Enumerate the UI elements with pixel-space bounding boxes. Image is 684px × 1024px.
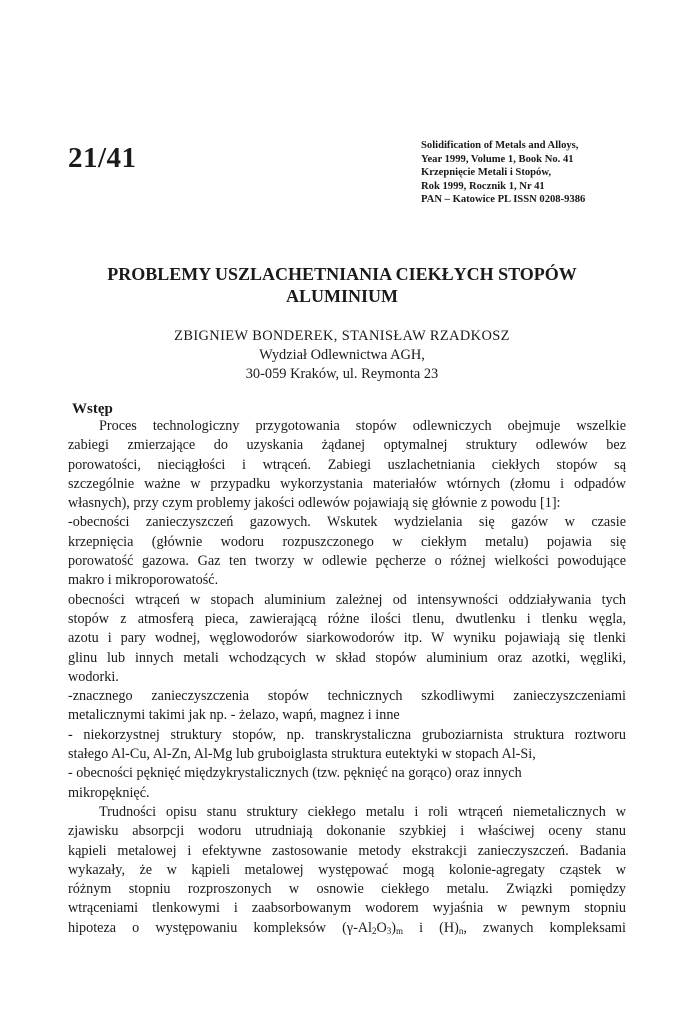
body-line: metalicznymi takimi jak np. - żelazo, wapń, magnez i inne xyxy=(68,707,400,724)
body-line: szczególnie ważne w przypadku wykorzystania materiałów wtórnych (złomu i odpadów xyxy=(68,475,626,492)
formula-text: , zwanych kompleksami xyxy=(463,919,626,936)
body-line: -znacznego zanieczyszczenia stopów technicznych szkodliwymi zanieczyszczeniami xyxy=(68,688,626,705)
formula-subscript: 2 xyxy=(371,925,377,936)
body-line: azotu i pary wodnej, węglowodorów siarkowodorów itp. W wyniku pojawiają się tlenki xyxy=(68,630,626,647)
formula-subscript: m xyxy=(395,925,403,936)
body-line: -obecności zanieczyszczeń gazowych. Wskutek wydzielania się gazów w czasie xyxy=(68,514,626,531)
body-line: mikropęknięć. xyxy=(68,784,150,801)
formula-subscript: 3 xyxy=(386,925,392,936)
body-line: wtrąceniami tlenkowymi i zaabsorbowanym wodorem wyjaśnia w pewnym stopniu xyxy=(68,900,626,917)
section-body xyxy=(68,417,626,938)
body-line: Trudności opisu stanu struktury ciekłego metalu i roli wtrąceń niemetalicznych w xyxy=(99,803,626,820)
body-line: - niekorzystnej struktury stopów, np. transkrystaliczna gruboziarnista struktura roztworu xyxy=(68,726,626,743)
body-line: porowatość gazowa. Gaz ten tworzy w odlewie pęcherze o różnej wielkości powodujące xyxy=(68,553,626,570)
author-affiliation: Wydział Odlewnictwa AGH, xyxy=(259,347,425,363)
body-line: makro i mikroporowatość. xyxy=(68,572,219,589)
formula-text: i (H) xyxy=(402,919,459,936)
body-line-last xyxy=(68,919,626,938)
author-names: ZBIGNIEW BONDEREK, STANISŁAW RZADKOSZ xyxy=(174,328,510,344)
formula-text: O xyxy=(376,919,387,936)
body-line: Proces technologiczny przygotowania stopów odlewniczych obejmuje wszelkie xyxy=(99,418,626,434)
title-line: ALUMINIUM xyxy=(286,286,398,306)
author-address: 30-059 Kraków, ul. Reymonta 23 xyxy=(245,366,439,382)
body-line: wykazały, że w kąpieli metalowej występować mogą kolonie-agregaty cząstek w xyxy=(68,861,626,878)
journal-line: PAN – Katowice PL ISSN 0208-9386 xyxy=(421,194,586,206)
formula-text: ) xyxy=(391,919,396,936)
paper-title xyxy=(60,263,624,307)
body-line: obecności wtrąceń w stopach aluminium zależnej od intensywności oddziaływania tych xyxy=(68,591,626,608)
body-line: różnym stopniu rozproszonych w osnowie ciekłego metalu. Związki pomiędzy xyxy=(68,881,626,898)
author-block xyxy=(60,327,624,384)
body-line: porowatości, nieciągłości i wtrąceń. Zabiegi uszlachetniania ciekłych stopów są xyxy=(68,456,626,473)
journal-line: Solidification of Metals and Alloys, xyxy=(421,140,579,151)
journal-line: Krzepnięcie Metali i Stopów, xyxy=(421,167,552,179)
body-line: glinu lub innych metali wchodzących w skład stopów aluminium oraz azotki, węgliki, xyxy=(68,649,626,666)
journal-line: Year 1999, Volume 1, Book No. 41 xyxy=(421,153,574,165)
journal-info xyxy=(421,139,671,207)
title-line: PROBLEMY USZLACHETNIANIA CIEKŁYCH STOPÓW xyxy=(107,264,577,284)
formula-text: hipoteza o występowaniu kompleksów (γ-Al xyxy=(68,919,372,936)
body-line: wodorki. xyxy=(68,668,119,685)
body-line: zjawisku absorpcji wodoru utrudniają dokonanie szybkiej i właściwej oceny stanu xyxy=(68,823,626,840)
body-line: - obecności pęknięć międzykrystalicznych (tzw. pęknięć na gorąco) oraz innych xyxy=(68,765,522,782)
body-line: kąpieli metalowej i efektywne zastosowanie metody ekstrakcji zanieczyszczeń. Badania xyxy=(68,842,626,859)
body-line: zabiegi zmierzające do uzyskania żądanej optymalnej struktury odlewów bez xyxy=(68,437,626,454)
journal-line: Rok 1999, Rocznik 1, Nr 41 xyxy=(421,180,545,192)
body-line: stopów z atmosferą pieca, zawierającą różne ilości tlenu, dwutlenku i tlenku węgla, xyxy=(68,610,626,627)
formula-subscript: n xyxy=(458,925,464,936)
body-line: stałego Al-Cu, Al-Zn, Al-Mg lub gruboiglasta struktura eutektyki w stopach Al-Si, xyxy=(68,746,536,763)
section-heading: Wstęp xyxy=(72,401,113,417)
body-line: własnych), przy czym problemy jakości odlewów pojawiają się głównie z powodu [1]: xyxy=(68,495,561,512)
body-line: krzepnięcia (głównie wodoru rozpuszczonego w ciekłym metalu) pojawia się xyxy=(68,533,626,550)
paper-number: 21/41 xyxy=(68,142,137,174)
